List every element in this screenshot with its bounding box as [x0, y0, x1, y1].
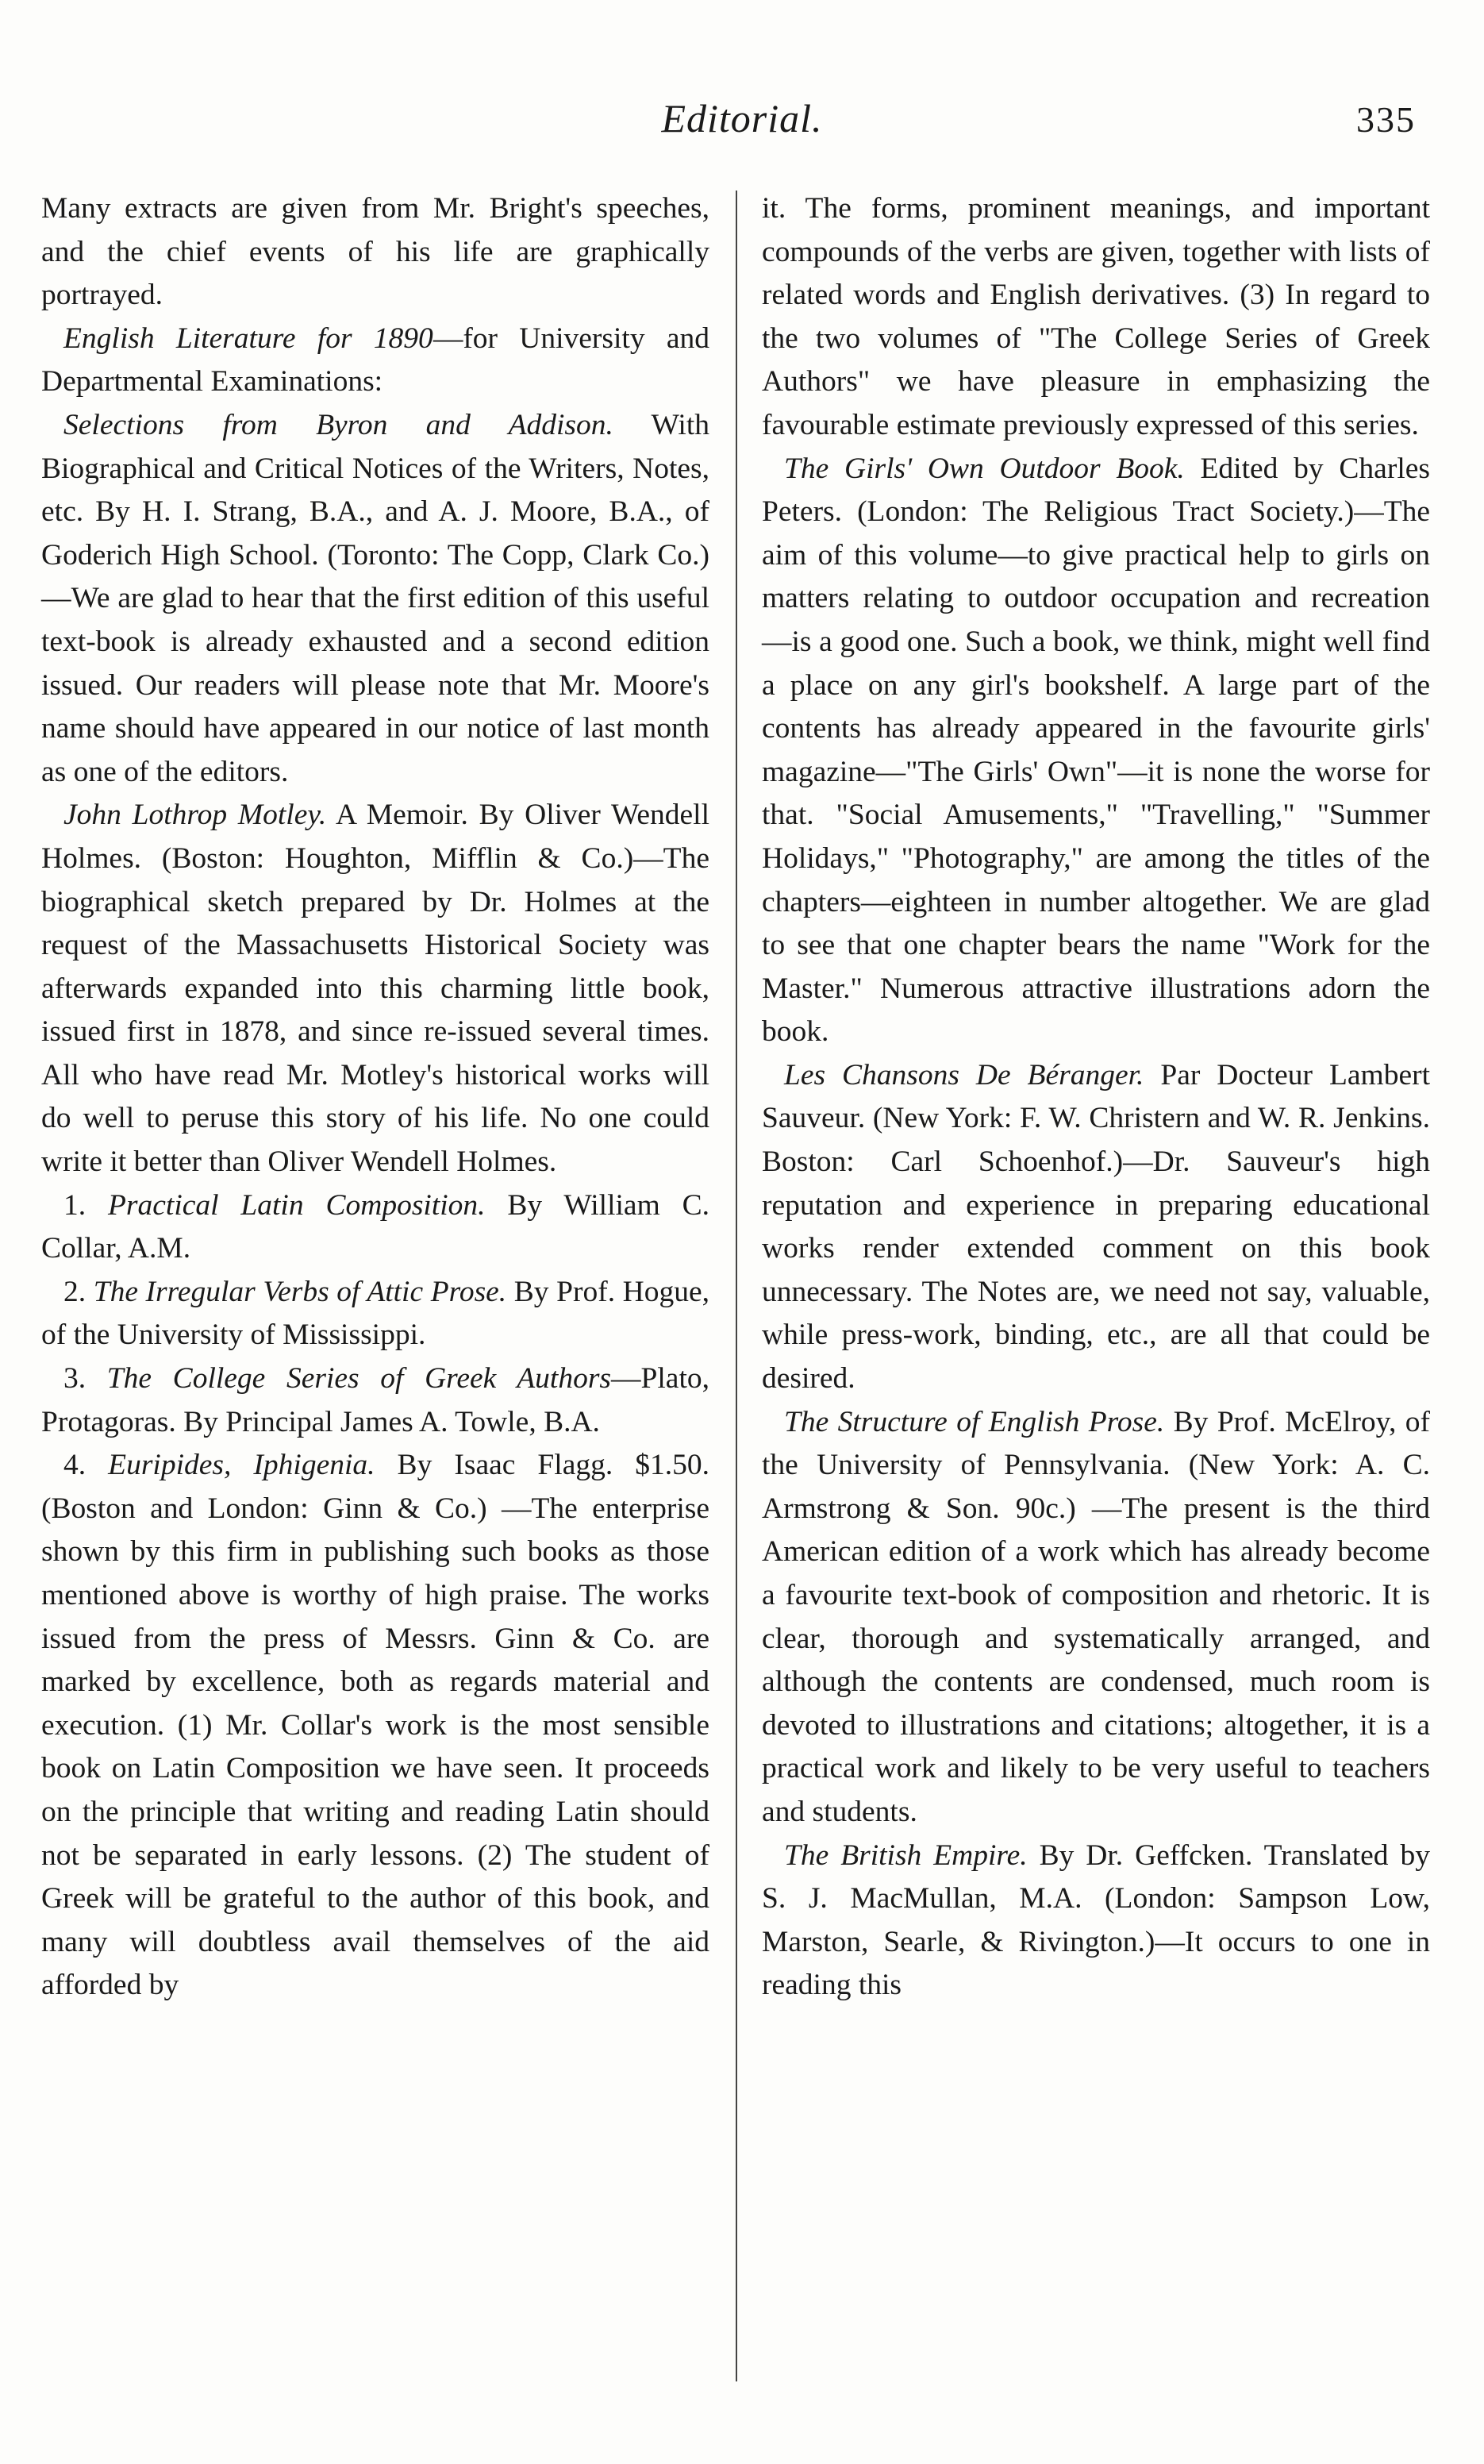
- right-column: [762, 187, 1430, 2008]
- paragraph: [41, 187, 709, 318]
- column-divider: [736, 191, 737, 2381]
- paragraph: [762, 1054, 1430, 1401]
- book-title: Selections from Byron and Addison.: [63, 408, 613, 441]
- paragraph: [41, 318, 709, 404]
- paragraph: [41, 1444, 709, 2008]
- item-number: 2.: [63, 1275, 94, 1308]
- book-title: Euripides, Iphigenia.: [108, 1449, 375, 1482]
- book-title: The College Series of Greek Authors: [106, 1362, 612, 1396]
- paragraph-text: By Dr. Geffcken. Translated by S. J. MacMullan, M.A. (London: Sampson Low, Marston, Searle, & Rivington.)—It occurs to one in reading this: [762, 1838, 1430, 2002]
- paragraph: [762, 1401, 1430, 1835]
- left-column: [41, 187, 709, 2008]
- paragraph: [41, 1271, 709, 1357]
- paragraph-text: it. The forms, prominent meanings, and important compounds of the verbs are given, together with lists of related words and English derivatives. (3) In regard to the two volumes of "The College Series of Greek Authors" we have pleasure in emphasizing the favourable estimate previously expressed of this series.: [762, 192, 1430, 441]
- page-number: 335: [1356, 99, 1416, 140]
- paragraph: [41, 794, 709, 1184]
- book-title: The Girls' Own Outdoor Book.: [784, 452, 1185, 485]
- paragraph: [762, 448, 1430, 1054]
- paragraph-text: Many extracts are given from Mr. Bright's speeches, and the chief events of his life are graphically portrayed.: [41, 192, 709, 312]
- paragraph-text: A Memoir. By Oliver Wendell Holmes. (Boston: Houghton, Mifflin & Co.)—The biographical sketch prepared by Dr. Holmes at the request of the Massachusetts Historical Society was afterwards expanded into this charming little book, issued first in 1878, and since re-issued several times. All who have read Mr. Motley's historical works will do well to peruse this story of his life. No one could write it better than Oliver Wendell Holmes.: [41, 799, 710, 1179]
- book-title: The British Empire.: [784, 1838, 1028, 1872]
- paragraph: [41, 1357, 709, 1444]
- paragraph: [41, 1184, 709, 1271]
- paragraph-text: Par Docteur Lambert Sauveur. (New York: F. W. Christern and W. R. Jenkins. Boston: Carl Schoenhof.)—Dr. Sauveur's high reputation and experience in preparing educational works render extended comment on this book unnecessary. The Notes are, we need not say, valuable, while press-work, binding, etc., are all that could be desired.: [762, 1058, 1430, 1396]
- paragraph-text: By Prof. McElroy, of the University of Pennsylvania. (New York: A. C. Armstrong & Son. 90c.) —The present is the third American edition of a work which has already become a favourite text-book of composition and rhetoric. It is clear, thorough and systematically arranged, and although the contents are condensed, much room is devoted to illustrations and citations; altogether, it is a practical work and likely to be very useful to teachers and students.: [762, 1405, 1431, 1828]
- paragraph-text: —Plato, Protagoras. By Principal James A. Towle, B.A.: [41, 1362, 709, 1438]
- running-head: [0, 95, 1484, 159]
- book-title: The Structure of English Prose.: [784, 1405, 1165, 1438]
- running-head-title: Editorial.: [661, 96, 823, 141]
- paragraph: [41, 404, 709, 794]
- paragraph-text: By Isaac Flagg. $1.50. (Boston and London: Ginn & Co.) —The enterprise shown by this firm in publishing such books as those mentioned above is worthy of high praise. The works issued from the press of Messrs. Ginn & Co. are marked by excellence, both as regards material and execution. (1) Mr. Collar's work is the most sensible book on Latin Composition we have seen. It proceeds on the principle that writing and reading Latin should not be separated in early lessons. (2) The student of Greek will be grateful to the author of this book, and many will doubtless avail themselves of the aid afforded by: [41, 1449, 710, 2002]
- paragraph-text: Edited by Charles Peters. (London: The Religious Tract Society.)—The aim of this volume—to give practical help to girls on matters relating to outdoor occupation and recreation —is a good one. Such a book, we think, might well find a place on any girl's bookshelf. A large part of the contents has already appeared in the favourite girls' magazine—"The Girls' Own"—it is none the worse for that. "Social Amusements," "Travelling," "Summer Holidays," "Photography," are among the titles of the chapters—eighteen in number altogether. We are glad to see that one chapter bears the name "Work for the Master." Numerous attractive illustrations adorn the book.: [762, 452, 1430, 1049]
- paragraph: [762, 187, 1430, 448]
- paragraph-text: —for University and Departmental Examinations:: [41, 321, 710, 398]
- item-number: 3.: [63, 1362, 107, 1396]
- book-title: English Literature for 1890: [63, 321, 433, 355]
- item-number: 1.: [63, 1188, 108, 1222]
- book-title: The Irregular Verbs of Attic Prose.: [93, 1275, 507, 1308]
- book-title: Les Chansons De Béranger.: [784, 1058, 1144, 1091]
- book-title: John Lothrop Motley.: [63, 799, 327, 832]
- item-number: 4.: [63, 1449, 109, 1482]
- paragraph: [762, 1835, 1430, 2008]
- book-title: Practical Latin Composition.: [108, 1188, 486, 1222]
- paragraph-text: By William C. Collar, A.M.: [41, 1188, 710, 1265]
- paragraph-text: With Biographical and Critical Notices of the Writers, Notes, etc. By H. I. Strang, B.A., and A. J. Moore, B.A., of Goderich High School. (Toronto: The Copp, Clark Co.) —We are glad to hear that the first edition of this useful text-book is already exhausted and a second edition issued. Our readers will please note that Mr. Moore's name should have appeared in our notice of last month as one of the editors.: [41, 408, 709, 788]
- paragraph-text: By Prof. Hogue, of the University of Mississippi.: [41, 1275, 710, 1352]
